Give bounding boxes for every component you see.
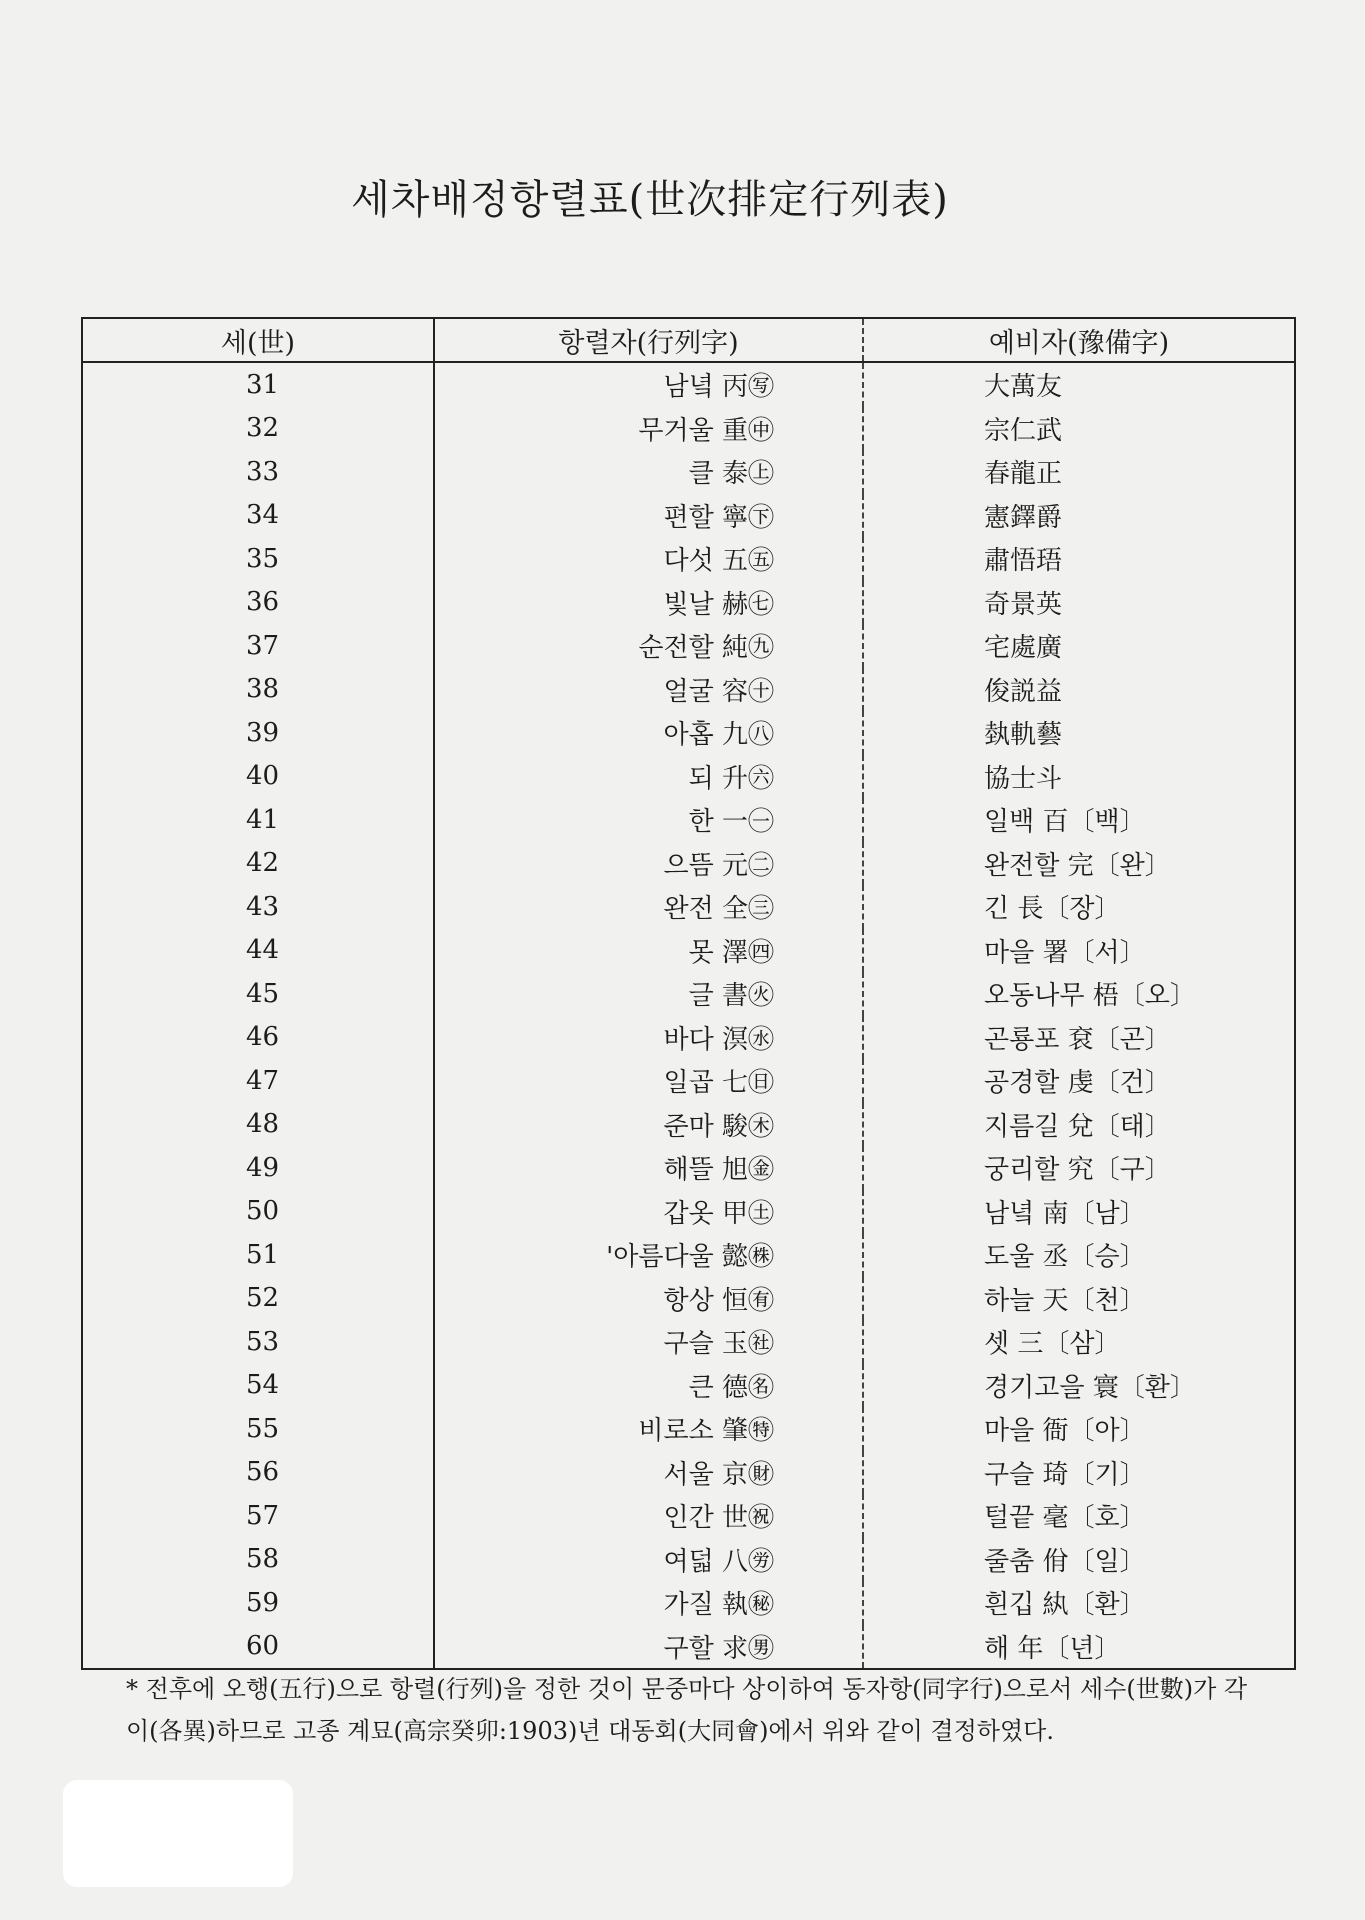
reserve-characters: 마을 衙〔아〕 [863, 1407, 1295, 1451]
table-row [82, 1625, 1295, 1670]
generation-number: 41 [82, 798, 434, 842]
table-header-row [82, 318, 1295, 362]
generation-number: 60 [82, 1625, 434, 1670]
reserve-characters: 일백 百〔백〕 [863, 798, 1295, 842]
reserve-characters: 해 年〔년〕 [863, 1625, 1295, 1670]
lineage-character: 클 泰㊤ [434, 450, 863, 494]
reserve-characters: 공경할 虔〔건〕 [863, 1059, 1295, 1103]
table-row [82, 972, 1295, 1016]
generation-number: 59 [82, 1581, 434, 1625]
lineage-character: 빛날 赫㊆ [434, 581, 863, 625]
generation-number: 39 [82, 711, 434, 755]
reserve-characters: 지름길 兌〔태〕 [863, 1103, 1295, 1147]
table-row [82, 1190, 1295, 1234]
lineage-character: 갑옷 甲㊏ [434, 1190, 863, 1234]
generation-number: 53 [82, 1320, 434, 1364]
reserve-characters: 大萬友 [863, 362, 1295, 407]
reserve-characters: 埶軌藝 [863, 711, 1295, 755]
generation-table [81, 317, 1296, 1670]
table-row [82, 1581, 1295, 1625]
generation-number: 33 [82, 450, 434, 494]
table-row [82, 1364, 1295, 1408]
lineage-character: 구할 求㊚ [434, 1625, 863, 1670]
lineage-character: 다섯 五㊄ [434, 537, 863, 581]
generation-number: 57 [82, 1494, 434, 1538]
table-row [82, 407, 1295, 451]
table-row [82, 711, 1295, 755]
reserve-characters: 구슬 琦〔기〕 [863, 1451, 1295, 1495]
generation-number: 40 [82, 755, 434, 799]
header-lineage-character: 항렬자(行列字) [434, 318, 863, 362]
table-row [82, 581, 1295, 625]
generation-number: 37 [82, 624, 434, 668]
reserve-characters: 셋 三〔삼〕 [863, 1320, 1295, 1364]
table-row [82, 1494, 1295, 1538]
page-title: 세차배정항렬표(世次排定行列表) [351, 177, 949, 223]
lineage-character: 편할 寧㊦ [434, 494, 863, 538]
generation-number: 34 [82, 494, 434, 538]
table-row [82, 885, 1295, 929]
lineage-character: 순전할 純㊈ [434, 624, 863, 668]
lineage-character: 일곱 七㊐ [434, 1059, 863, 1103]
generation-number: 50 [82, 1190, 434, 1234]
table-row [82, 1320, 1295, 1364]
generation-number: 31 [82, 362, 434, 407]
reserve-characters: 남녘 南〔남〕 [863, 1190, 1295, 1234]
reserve-characters: 마을 署〔서〕 [863, 929, 1295, 973]
reserve-characters: 궁리할 究〔구〕 [863, 1146, 1295, 1190]
table-row [82, 537, 1295, 581]
lineage-character: 글 書㊋ [434, 972, 863, 1016]
redaction-box [63, 1780, 293, 1887]
reserve-characters: 경기고을 寰〔환〕 [863, 1364, 1295, 1408]
lineage-character: 못 澤㊃ [434, 929, 863, 973]
table-row [82, 755, 1295, 799]
generation-number: 43 [82, 885, 434, 929]
generation-number: 46 [82, 1016, 434, 1060]
table-row [82, 1103, 1295, 1147]
reserve-characters: 宗仁武 [863, 407, 1295, 451]
generation-number: 54 [82, 1364, 434, 1408]
lineage-character: 구슬 玉㊓ [434, 1320, 863, 1364]
lineage-character: 준마 駿㊍ [434, 1103, 863, 1147]
generation-number: 58 [82, 1538, 434, 1582]
lineage-character: 되 升㊅ [434, 755, 863, 799]
lineage-character: 얼굴 容㊉ [434, 668, 863, 712]
table-row [82, 929, 1295, 973]
generation-number: 35 [82, 537, 434, 581]
lineage-character: 인간 世㊗ [434, 1494, 863, 1538]
table-row [82, 1233, 1295, 1277]
generation-number: 36 [82, 581, 434, 625]
header-reserve-characters: 예비자(豫備字) [863, 318, 1295, 362]
lineage-character: 으뜸 元㊁ [434, 842, 863, 886]
lineage-character: 바다 溟㊌ [434, 1016, 863, 1060]
generation-number: 44 [82, 929, 434, 973]
table-row [82, 798, 1295, 842]
reserve-characters: 완전할 完〔완〕 [863, 842, 1295, 886]
reserve-characters: 오동나무 梧〔오〕 [863, 972, 1295, 1016]
table-row [82, 1451, 1295, 1495]
table-row [82, 1146, 1295, 1190]
reserve-characters: 宅處廣 [863, 624, 1295, 668]
table-row [82, 494, 1295, 538]
generation-number: 42 [82, 842, 434, 886]
generation-number: 38 [82, 668, 434, 712]
table-row [82, 1016, 1295, 1060]
reserve-characters: 肅悟珸 [863, 537, 1295, 581]
generation-number: 56 [82, 1451, 434, 1495]
reserve-characters: 곤룡포 袞〔곤〕 [863, 1016, 1295, 1060]
table-row [82, 842, 1295, 886]
lineage-character: 무거울 重㊥ [434, 407, 863, 451]
lineage-character: 한 一㊀ [434, 798, 863, 842]
table-row [82, 624, 1295, 668]
lineage-character: 서울 京㊖ [434, 1451, 863, 1495]
generation-number: 51 [82, 1233, 434, 1277]
table-row [82, 1407, 1295, 1451]
generation-number: 52 [82, 1277, 434, 1321]
footnote: * 전후에 오행(五行)으로 항렬(行列)을 정한 것이 문중마다 상이하여 동자항(同字行)으로서 세수(世數)가 각이(各異)하므로 고종 계묘(高宗癸卯:1903)년 대동회(大同會)에서 위와 같이 결정하였다. [126, 1675, 1248, 1745]
generation-number: 55 [82, 1407, 434, 1451]
lineage-character: 큰 德㊔ [434, 1364, 863, 1408]
lineage-character: 해뜰 旭㊎ [434, 1146, 863, 1190]
reserve-characters: 奇景英 [863, 581, 1295, 625]
lineage-character: 아홉 九㊇ [434, 711, 863, 755]
reserve-characters: 協士斗 [863, 755, 1295, 799]
lineage-character: 남녘 丙㊢ [434, 362, 863, 407]
table-row [82, 1277, 1295, 1321]
reserve-characters: 春龍正 [863, 450, 1295, 494]
lineage-character: 비로소 肇㊕ [434, 1407, 863, 1451]
reserve-characters: 하늘 天〔천〕 [863, 1277, 1295, 1321]
reserve-characters: 憲鐸爵 [863, 494, 1295, 538]
generation-number: 47 [82, 1059, 434, 1103]
table-row [82, 1059, 1295, 1103]
lineage-character: 가질 執㊙ [434, 1581, 863, 1625]
generation-number: 48 [82, 1103, 434, 1147]
header-generation: 세(世) [82, 318, 434, 362]
lineage-character: '아름다울 懿㊑ [434, 1233, 863, 1277]
lineage-character: 여덟 八㊘ [434, 1538, 863, 1582]
generation-number: 49 [82, 1146, 434, 1190]
reserve-characters: 줄춤 佾〔일〕 [863, 1538, 1295, 1582]
reserve-characters: 도울 丞〔승〕 [863, 1233, 1295, 1277]
reserve-characters: 俊説益 [863, 668, 1295, 712]
table-row [82, 450, 1295, 494]
table-row [82, 668, 1295, 712]
reserve-characters: 흰깁 紈〔환〕 [863, 1581, 1295, 1625]
reserve-characters: 털끝 毫〔호〕 [863, 1494, 1295, 1538]
reserve-characters: 긴 長〔장〕 [863, 885, 1295, 929]
lineage-character: 항상 恒㊒ [434, 1277, 863, 1321]
lineage-character: 완전 全㊂ [434, 885, 863, 929]
table-row [82, 362, 1295, 407]
table-row [82, 1538, 1295, 1582]
generation-number: 32 [82, 407, 434, 451]
generation-number: 45 [82, 972, 434, 1016]
